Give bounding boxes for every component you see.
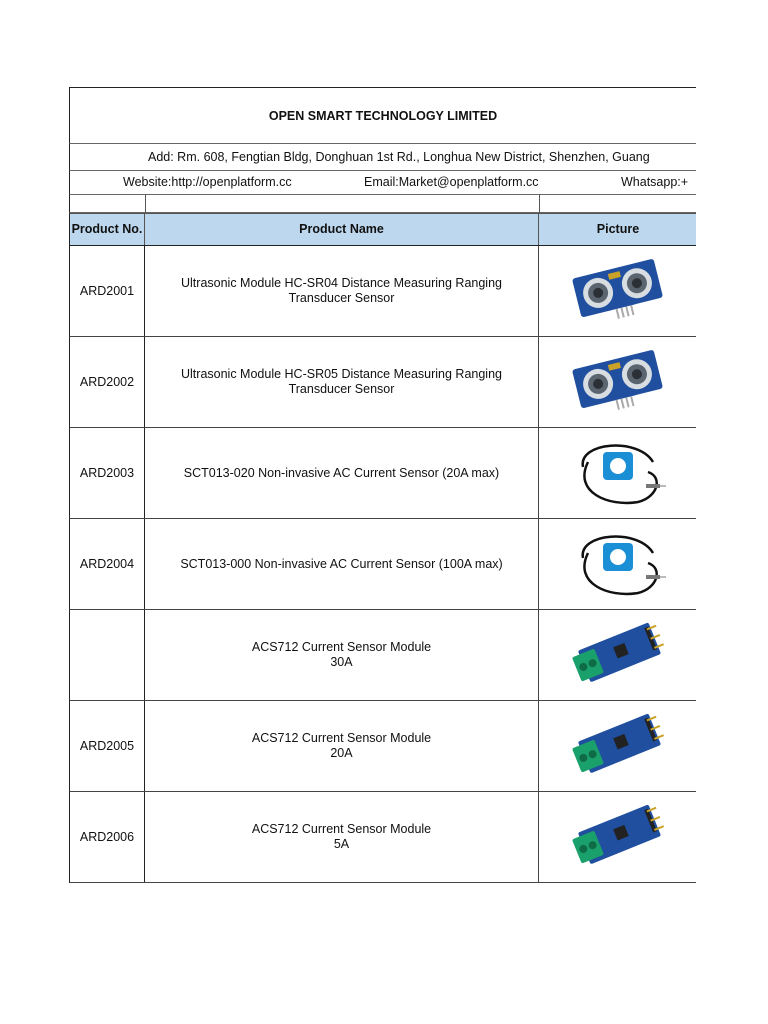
company-website: Website:http://openplatform.cc	[123, 175, 292, 189]
product-no: ARD2002	[70, 337, 145, 427]
table-row	[69, 246, 696, 337]
product-picture	[539, 428, 696, 518]
product-name: SCT013-020 Non-invasive AC Current Sensor (20A max)	[145, 428, 539, 518]
product-picture	[539, 701, 696, 791]
current-sensor-module-image	[568, 614, 668, 696]
current-sensor-module-image	[568, 705, 668, 787]
product-name: Ultrasonic Module HC-SR05 Distance Measuring Ranging Transducer Sensor	[145, 337, 539, 427]
address-row	[69, 144, 696, 171]
clamp-current-sensor-image	[568, 432, 668, 514]
company-whatsapp: Whatsapp:+	[621, 175, 689, 189]
product-name: ACS712 Current Sensor Module 30A	[145, 610, 539, 700]
product-no: ARD2001	[70, 246, 145, 336]
table-row	[69, 428, 696, 519]
table-row	[69, 701, 696, 792]
table-row	[69, 792, 696, 883]
current-sensor-module-image	[568, 796, 668, 878]
contact-row	[69, 171, 696, 195]
product-name: Ultrasonic Module HC-SR04 Distance Measuring Ranging Transducer Sensor	[145, 246, 539, 336]
table-row	[69, 610, 696, 701]
product-name: ACS712 Current Sensor Module 20A	[145, 701, 539, 791]
spacer-row	[69, 195, 696, 213]
product-no: ARD2006	[70, 792, 145, 882]
company-address: Add: Rm. 608, Fengtian Bldg, Donghuan 1st Rd., Longhua New District, Shenzhen, Guang	[148, 150, 650, 164]
clamp-current-sensor-image	[568, 523, 668, 605]
company-email: Email:Market@openplatform.cc	[364, 175, 539, 189]
ultrasonic-sensor-image	[568, 250, 668, 332]
product-picture	[539, 246, 696, 336]
product-name: ACS712 Current Sensor Module 5A	[145, 792, 539, 882]
table-row	[69, 337, 696, 428]
table-row	[69, 519, 696, 610]
product-picture	[539, 519, 696, 609]
price-list-sheet	[69, 87, 696, 885]
product-name: SCT013-000 Non-invasive AC Current Sensor (100A max)	[145, 519, 539, 609]
product-picture	[539, 792, 696, 882]
product-picture	[539, 610, 696, 700]
product-picture	[539, 337, 696, 427]
company-title	[69, 87, 696, 144]
header-product-no: Product No.	[70, 214, 145, 245]
table-header	[69, 213, 696, 246]
company-name: OPEN SMART TECHNOLOGY LIMITED	[268, 108, 498, 123]
product-no: ARD2005	[70, 701, 145, 791]
header-picture: Picture	[596, 222, 640, 236]
header-product-name: Product Name	[145, 214, 539, 245]
product-no: ARD2004	[70, 519, 145, 609]
product-no	[70, 610, 145, 700]
ultrasonic-sensor-image	[568, 341, 668, 423]
product-no: ARD2003	[70, 428, 145, 518]
